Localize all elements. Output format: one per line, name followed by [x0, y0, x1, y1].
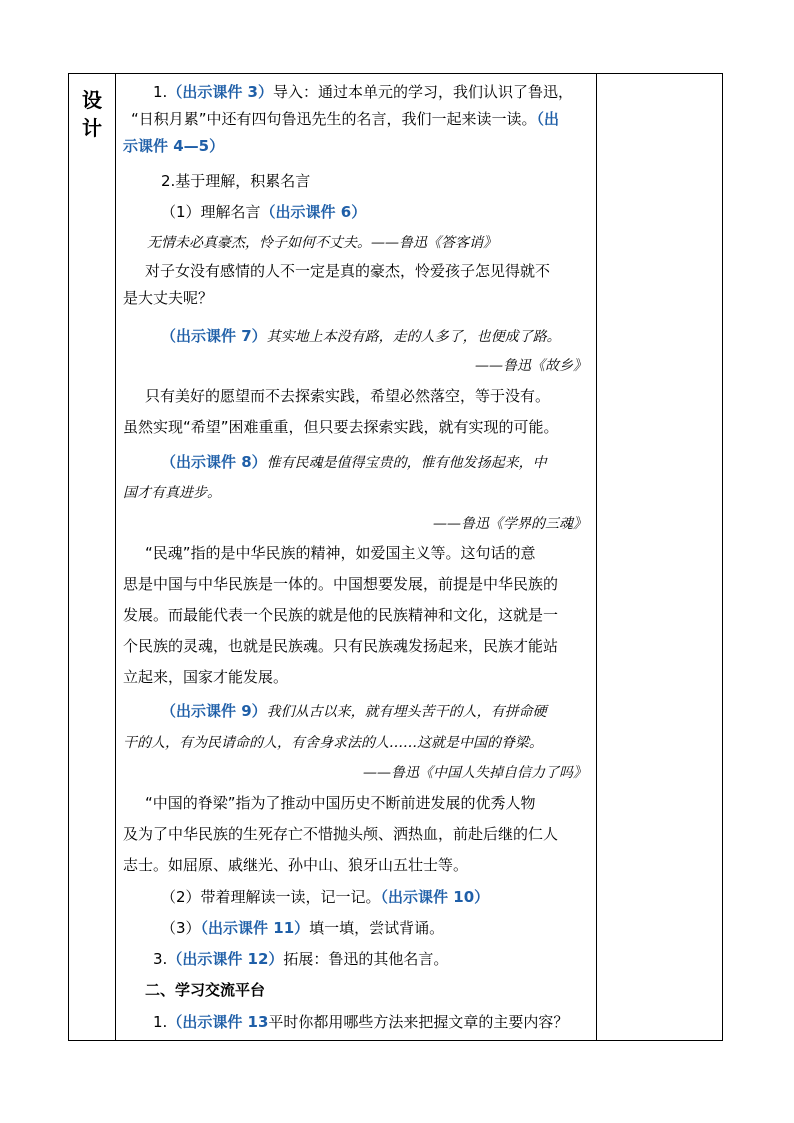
- content-line: [131, 109, 559, 129]
- courseware-ref: （出示课件 12）: [167, 950, 284, 968]
- content-line: [123, 667, 288, 687]
- content-line: [161, 452, 547, 473]
- text-span: 立起来，国家才能发展。: [123, 668, 289, 686]
- column-divider: [596, 74, 597, 1040]
- content-line: [123, 824, 558, 844]
- content-line: [145, 386, 550, 406]
- content-line: [161, 326, 561, 347]
- content-line: [153, 82, 573, 102]
- text-span: （1）理解名言: [161, 203, 261, 221]
- courseware-ref: （出示课件 3）: [167, 83, 273, 101]
- text-span: （3）: [161, 919, 201, 937]
- courseware-ref: 示课件 4—5）: [123, 137, 225, 155]
- text-span: “日积月累”中还有四句鲁迅先生的名言，我们一起来读一读。: [131, 110, 537, 128]
- courseware-ref: （出示课件 7）: [161, 327, 267, 345]
- content-line: [145, 261, 550, 281]
- content-line: [123, 732, 543, 753]
- text-span: 拓展：鲁迅的其他名言。: [283, 950, 449, 968]
- text-span: 对子女没有感情的人不一定是真的豪杰，怜爱孩子怎见得就不: [145, 262, 551, 280]
- text-span: ——鲁迅《故乡》: [475, 358, 587, 374]
- text-span: （2）带着理解读一读，记一记。: [161, 888, 381, 906]
- content-line: [123, 605, 558, 625]
- text-span: 只有美好的愿望而不去探索实践，希望必然落空，等于没有。: [145, 387, 551, 405]
- text-span: 2.基于理解，积累名言: [161, 172, 311, 190]
- courseware-ref: （出示课件 10）: [380, 888, 490, 906]
- text-span: 志士。如屈原、戚继光、孙中山、狼牙山五壮士等。: [123, 856, 469, 874]
- text-span: ——鲁迅《中国人失掉自信力了吗》: [363, 765, 587, 781]
- text-span: 干的人，有为民请命的人，有舍身求法的人……这就是中国的脊梁。: [123, 735, 543, 751]
- courseware-ref: （出示课件 8）: [161, 453, 267, 471]
- text-span: 是大丈夫呢？: [123, 289, 214, 307]
- content-line: [161, 202, 366, 222]
- text-span: 3.: [153, 950, 168, 968]
- text-span: “民魂”指的是中华民族的精神，如爱国主义等。这句话的意: [145, 544, 536, 562]
- content-line: [123, 855, 468, 875]
- text-span: “中国的脊梁”指为了推动中国历史不断前进发展的优秀人物: [145, 794, 536, 812]
- courseware-ref: （出示课件 9）: [161, 702, 267, 720]
- text-span: ——鲁迅《学界的三魂》: [433, 516, 587, 532]
- content-line: [117, 762, 587, 783]
- lesson-table: [68, 73, 723, 1041]
- text-span: 1.: [153, 1013, 168, 1031]
- content-line: [145, 543, 536, 563]
- courseware-ref: （出: [536, 110, 560, 128]
- text-span: 无情未必真豪杰，怜子如何不丈夫。——鲁迅《答客诮》: [147, 235, 497, 251]
- courseware-ref: （出示课件 6）: [260, 203, 367, 221]
- content-line: [153, 1012, 568, 1032]
- content-line: [145, 793, 536, 813]
- text-span: 填一填，尝试背诵。: [309, 919, 445, 937]
- text-span: 平时你都用哪些方法来把握文章的主要内容？: [268, 1013, 569, 1031]
- text-span: 国才有真进步。: [123, 485, 221, 501]
- text-span: 发展。而最能代表一个民族的就是他的民族精神和文化，这就是一: [123, 606, 559, 624]
- section-label-char: 设: [82, 88, 102, 112]
- content-line: [123, 636, 558, 656]
- content-line: [123, 417, 559, 437]
- courseware-ref: （出示课件 11）: [200, 919, 310, 937]
- courseware-ref: （出示课件 13: [167, 1013, 269, 1031]
- content-line: [161, 887, 489, 907]
- content-line: [161, 918, 444, 938]
- content-line: [145, 980, 265, 1000]
- text-span: 及为了中华民族的生死存亡不惜抛头颅、洒热血，前赴后继的仁人: [123, 825, 559, 843]
- section-label-char: 计: [82, 116, 102, 140]
- content-line: [161, 701, 547, 722]
- text-span: 其实地上本没有路，走的人多了，也便成了路。: [266, 329, 561, 345]
- content-line: [123, 482, 221, 503]
- text-span: 虽然实现“希望”困难重重，但只要去探索实践，就有实现的可能。: [123, 418, 559, 436]
- content-line: [117, 513, 587, 534]
- content-line: [117, 355, 587, 376]
- content-line: [123, 574, 558, 594]
- text-span: 二、学习交流平台: [145, 981, 266, 999]
- content-line: [123, 288, 213, 308]
- content-line: [153, 949, 448, 969]
- text-span: 导入：通过本单元的学习，我们认识了鲁迅，: [272, 83, 573, 101]
- content-line: [161, 171, 310, 191]
- text-span: 1.: [153, 83, 168, 101]
- content-line: [147, 232, 497, 253]
- column-divider: [115, 74, 116, 1040]
- text-span: 惟有民魂是值得宝贵的，惟有他发扬起来，中: [266, 455, 547, 471]
- text-span: 个民族的灵魂，也就是民族魂。只有民族魂发扬起来，民族才能站: [123, 637, 559, 655]
- content-line: [123, 136, 224, 156]
- text-span: 我们从古以来，就有埋头苦干的人，有拼命硬: [266, 704, 547, 720]
- text-span: 思是中国与中华民族是一体的。中国想要发展，前提是中华民族的: [123, 575, 559, 593]
